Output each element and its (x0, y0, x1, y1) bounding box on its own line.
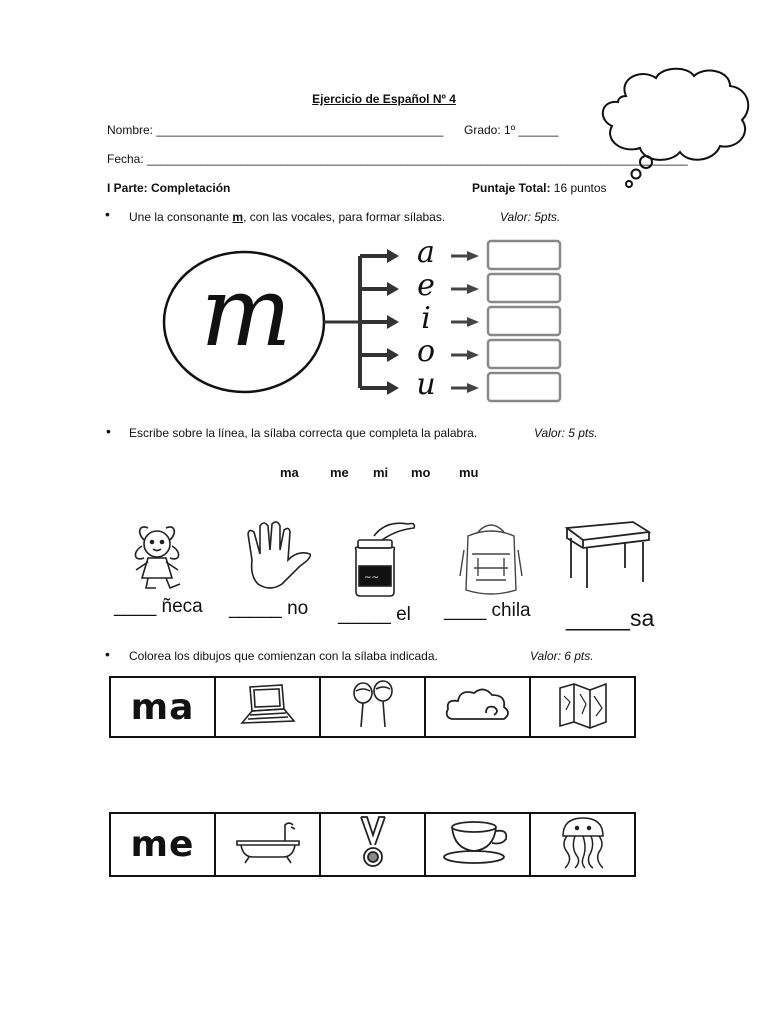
exercise3-valor: Valor: 6 pts. (530, 649, 594, 663)
laptop-icon[interactable] (238, 681, 298, 729)
nombre-label: Nombre: (107, 123, 154, 137)
grado-line[interactable]: ______ (518, 123, 559, 137)
grid-cell[interactable] (320, 813, 425, 876)
thought-cloud-icon (596, 64, 756, 192)
answer-box-e[interactable] (488, 274, 560, 302)
vowel-i: i (421, 301, 431, 336)
maracas-icon[interactable] (343, 679, 403, 731)
syllable-grid-me (109, 812, 636, 877)
syllable-ma: ma (280, 465, 299, 480)
exercise2-instruction: Escribe sobre la línea, la sílaba correcta que completa la palabra. (129, 426, 478, 440)
bullet-1: • (105, 206, 110, 222)
grid-cell[interactable] (530, 677, 635, 737)
grid-syllable-me: me (110, 813, 215, 876)
grid-cell[interactable] (320, 677, 425, 737)
answer-box-i[interactable] (488, 307, 560, 335)
svg-text:~~: ~~ (364, 573, 380, 583)
big-letter-m: m (200, 256, 292, 368)
syllable-me: me (330, 465, 349, 480)
vowel-a: a (417, 235, 435, 270)
jellyfish-icon[interactable] (553, 814, 613, 870)
grid-cell[interactable] (425, 813, 530, 876)
exercise1-valor: Valor: 5pts. (500, 210, 561, 224)
grid-syllable-ma: ma (110, 677, 215, 737)
vowel-u: u (416, 367, 436, 402)
instruction-text: Une la consonante (129, 210, 233, 224)
backpack-icon (456, 520, 526, 598)
grid-cell[interactable] (425, 677, 530, 737)
answer-box-a[interactable] (488, 241, 560, 269)
fecha-line[interactable]: _________________________________________________________________________________ (147, 152, 688, 166)
bullet-2: • (106, 423, 111, 439)
vowel-e: e (417, 268, 435, 303)
answer-box-o[interactable] (488, 340, 560, 368)
bullet-3: • (105, 646, 110, 662)
syllable-mi: mi (373, 465, 389, 480)
doll-icon (124, 522, 190, 592)
medal-icon[interactable] (351, 815, 395, 869)
grid-cell[interactable] (215, 677, 320, 737)
puntaje-label: Puntaje Total: (472, 181, 551, 195)
word-backpack[interactable]: ____ chila (444, 600, 531, 621)
teacup-icon[interactable] (442, 817, 514, 867)
nombre-line[interactable]: ___________________________________________ (156, 123, 444, 137)
hand-icon (240, 520, 316, 594)
exercise3-instruction: Colorea los dibujos que comienzan con la sílaba indicada. (129, 649, 438, 663)
vowel-o: o (416, 334, 436, 369)
table-icon (563, 518, 651, 590)
grid-cell[interactable] (530, 813, 635, 876)
exercise1-instruction (129, 210, 445, 224)
nombre-row (107, 123, 443, 137)
exercise2-valor: Valor: 5 pts. (534, 426, 598, 440)
grado-value: 1º (504, 123, 516, 137)
fecha-label: Fecha: (107, 152, 144, 166)
puntaje-value: 16 puntos (553, 181, 607, 195)
puntaje-row (472, 181, 607, 195)
answer-box-u[interactable] (488, 373, 560, 401)
word-honey[interactable]: _____ el (338, 604, 411, 625)
consonant-m: m (232, 210, 244, 224)
syllable-mu: mu (459, 465, 479, 480)
honey-jar-icon (346, 516, 418, 598)
syllable-grid-ma (109, 676, 636, 738)
word-hand[interactable]: _____ no (229, 598, 309, 619)
word-table[interactable]: _____sa (566, 605, 655, 631)
word-doll[interactable]: ____ ñeca (114, 596, 203, 617)
instruction-text: , con las vocales, para formar sílabas. (243, 210, 446, 224)
cloud-icon[interactable] (442, 683, 514, 727)
grado-row (464, 123, 558, 137)
grid-cell[interactable] (215, 813, 320, 876)
bathtub-icon[interactable] (233, 819, 303, 865)
vowel-column (404, 236, 448, 401)
section-label: I Parte: Completación (107, 181, 231, 195)
page-title: Ejercicio de Español Nº 4 (312, 92, 456, 106)
fecha-row (107, 152, 688, 166)
answer-boxes (485, 238, 565, 404)
grado-label: Grado: (464, 123, 501, 137)
syllable-mo: mo (411, 465, 431, 480)
map-icon[interactable] (556, 680, 610, 730)
